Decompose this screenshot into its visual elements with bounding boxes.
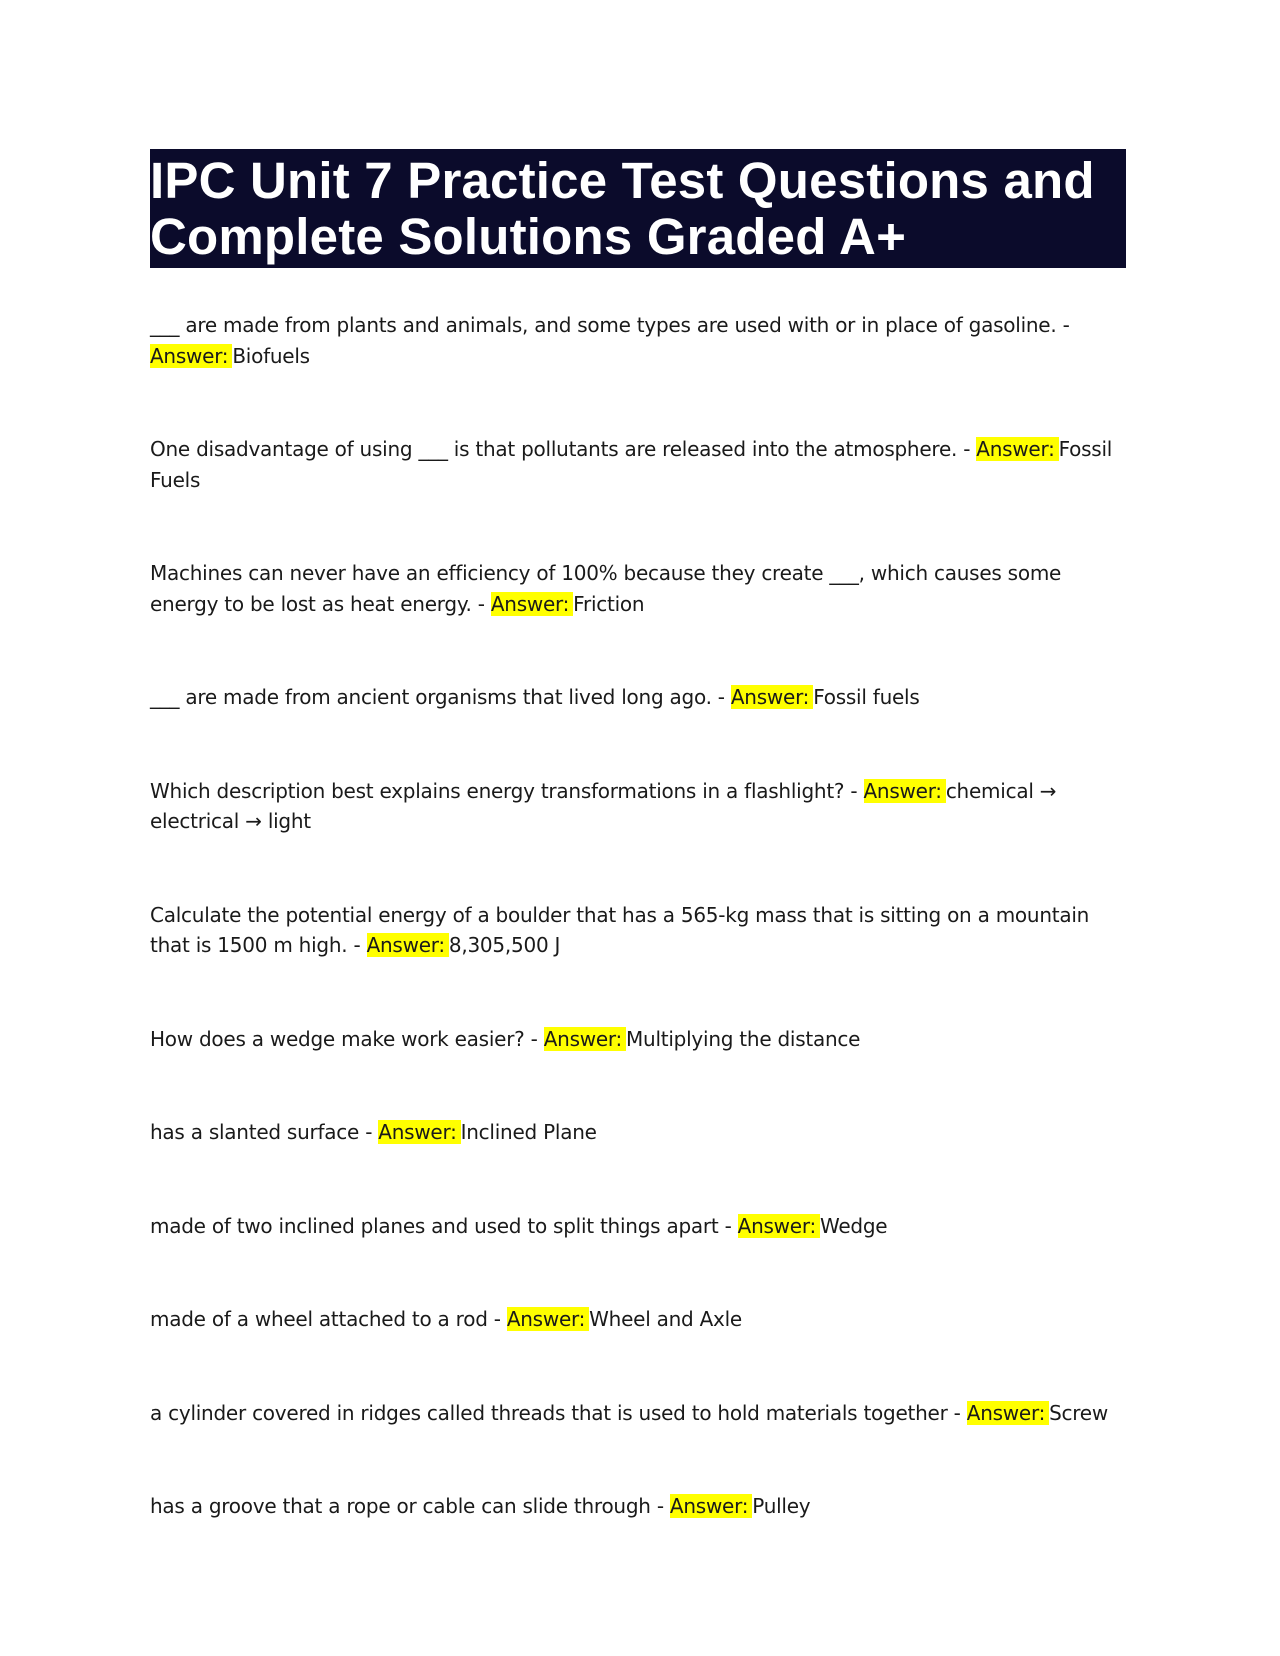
answer-text: Pulley <box>752 1494 811 1518</box>
answer-label: Answer: <box>507 1307 589 1331</box>
title-line-1: IPC Unit 7 Practice Test Questions and <box>150 152 1095 209</box>
answer-text: 8,305,500 J <box>448 933 561 957</box>
qa-item: Which description best explains energy transformations in a flashlight? - Answer: chemical → electrical → light <box>150 778 1057 833</box>
document-title <box>150 149 1126 268</box>
qa-item: How does a wedge make work easier? - Answer: Multiplying the distance <box>150 1026 861 1051</box>
question-text: ___ are made from ancient organisms that lived long ago. <box>150 685 712 709</box>
question-text: made of two inclined planes and used to split things apart <box>150 1213 719 1238</box>
qa-item: ___ are made from ancient organisms that lived long ago. - Answer: Fossil fuels <box>150 685 920 709</box>
answer-text: Fossil fuels <box>813 685 920 709</box>
answer-label: Answer: <box>491 592 573 616</box>
qa-item: ___ are made from plants and animals, and some types are used with or in place of gasoline. - Answer: Biofuels <box>150 313 1070 368</box>
qa-item: has a slanted surface - Answer: Inclined Plane <box>150 1120 597 1144</box>
answer-label: Answer: <box>150 344 232 368</box>
question-text: has a slanted surface <box>150 1120 360 1144</box>
answer-text: Inclined Plane <box>460 1120 597 1144</box>
question-text: made of a wheel attached to a rod <box>150 1307 488 1331</box>
answer-text: Screw <box>1049 1400 1108 1425</box>
answer-label: Answer: <box>864 779 946 803</box>
qa-item: has a groove that a rope or cable can slide through - Answer: Pulley <box>150 1494 811 1518</box>
question-text: Calculate the potential energy of a boulder that has a 565-kg mass that is sitting on a mountain that is 1500 m high. <box>150 902 1090 957</box>
qa-item: Machines can never have an efficiency of 100% because they create ___, which causes some energy to be lost as heat energy. - Answer: Friction <box>150 561 1062 616</box>
answer-text: chemical → electrical → light <box>150 778 1057 833</box>
answer-label: Answer: <box>544 1027 626 1051</box>
document-page <box>150 149 1126 1522</box>
qa-item: made of two inclined planes and used to split things apart - Answer: Wedge <box>150 1213 888 1238</box>
answer-label: Answer: <box>670 1494 752 1518</box>
answer-text: Biofuels <box>232 343 310 368</box>
title-line-2: Complete Solutions Graded A+ <box>150 208 907 265</box>
answer-text: Fossil Fuels <box>150 437 1113 492</box>
question-text: Which description best explains energy transformations in a flashlight? <box>150 778 845 803</box>
question-text: has a groove that a rope or cable can slide through <box>150 1494 651 1518</box>
question-text: a cylinder covered in ridges called threads that is used to hold materials together <box>150 1400 948 1425</box>
question-text: One disadvantage of using ___ is that pollutants are released into the atmosphere. <box>150 437 958 461</box>
answer-text: Multiplying the distance <box>626 1026 861 1051</box>
qa-item: a cylinder covered in ridges called threads that is used to hold materials together - Answer: Screw <box>150 1400 1108 1425</box>
question-text: How does a wedge make work easier? <box>150 1026 525 1051</box>
qa-item: Calculate the potential energy of a boulder that has a 565-kg mass that is sitting on a mountain that is 1500 m high. - Answer: 8,305,500 J <box>150 902 1090 957</box>
answer-label: Answer: <box>367 933 449 957</box>
answer-label: Answer: <box>967 1401 1049 1425</box>
answer-text: Wheel and Axle <box>589 1307 742 1331</box>
answer-label: Answer: <box>976 437 1058 461</box>
answer-text: Friction <box>573 591 645 616</box>
question-text: Machines can never have an efficiency of 100% because they create ___, which causes some energy to be lost as heat energy. <box>150 561 1062 616</box>
question-text: ___ are made from plants and animals, and some types are used with or in place of gasoline. <box>150 313 1057 337</box>
answer-label: Answer: <box>738 1214 820 1238</box>
qa-list <box>150 310 1126 1522</box>
qa-item: made of a wheel attached to a rod - Answer: Wheel and Axle <box>150 1307 742 1331</box>
answer-text: Wedge <box>819 1213 888 1238</box>
qa-item: One disadvantage of using ___ is that pollutants are released into the atmosphere. - Answer: Fossil Fuels <box>150 437 1113 492</box>
answer-label: Answer: <box>378 1120 460 1144</box>
answer-label: Answer: <box>731 685 813 709</box>
